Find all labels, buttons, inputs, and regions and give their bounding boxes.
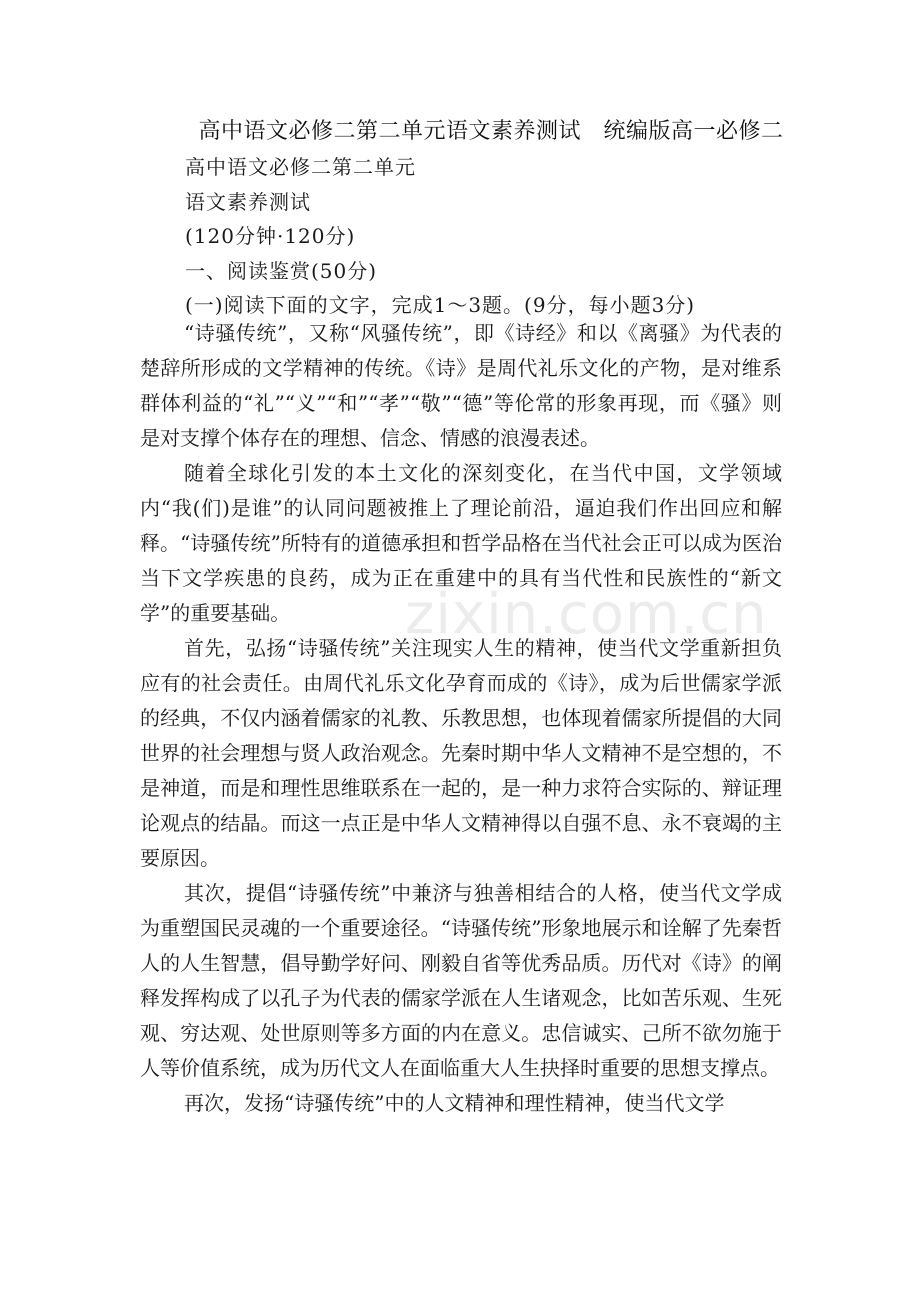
passage-paragraph-1: “诗骚传统”，又称“风骚传统”，即《诗经》和以《离骚》为代表的楚辞所形成的文学精神的传统。《诗》是周代礼乐文化的产物，是对维系群体利益的“礼”“义”“和”“孝”“敬”“德”等伦常的形象再现，而《骚》则是对支撑个体存在的理想、信念、情感的浪漫表述。 [140,321,782,450]
passage-paragraph-5: 再次，发扬“诗骚传统”中的人文精神和理性精神，使当代文学 [184,1091,725,1115]
passage-paragraph-4: 其次，提倡“诗骚传统”中兼济与独善相结合的人格，使当代文学成为重塑国民灵魂的一个重要途径。“诗骚传统”形象地展示和诠解了先秦哲人的人生智慧，倡导勤学好问、刚毅自省等优秀品质。历代对《诗》的阐释发挥构成了以孔子为代表的儒家学派在人生诸观念，比如苦乐观、生死观、穷达观、处世原则等多方面的内在意义。忠信诚实、己所不欲勿施于人等价值系统，成为历代文人在面临重大人生抉择时重要的思想支撑点。 [140,881,782,1080]
passage-paragraph-3: 首先，弘扬“诗骚传统”关注现实人生的精神，使当代文学重新担负应有的社会责任。由周代礼乐文化孕育而成的《诗》，成为后世儒家学派的经典，不仅内涵着儒家的礼教、乐教思想，也体现着儒家所提倡的大同世界的社会理想与贤人政治观念。先秦时期中华人文精神不是空想的，不是神道，而是和理性思维联系在一起的，是一种力求符合实际的、辩证理论观点的结晶。而这一点正是中华人文精神得以自强不息、永不衰竭的主要原因。 [140,636,782,870]
test-heading: 语文素养测试 [185,190,311,214]
passage-paragraph-2: 随着全球化引发的本土文化的深刻变化，在当代中国，文学领域内“我(们)是谁”的认同问题被推上了理论前沿，逼迫我们作出回应和解释。“诗骚传统”所特有的道德承担和哲学品格在当代社会正可以成为医治当下文学疾患的良药，成为正在重建中的具有当代性和民族性的“新文学”的重要基础。 [140,461,782,625]
section-heading: 一、阅读鉴赏(50分) [185,259,378,283]
passage-body [140,316,782,1121]
time-score-line: (120分钟·120分) [185,224,356,248]
unit-heading: 高中语文必修二第二单元 [185,155,416,179]
document-title: 高中语文必修二第二单元语文素养测试 统编版高一必修二 [198,119,784,144]
site-watermark: zixin.com.cn [405,582,768,647]
question-instruction: (一)阅读下面的文字，完成1～3题。(9分，每小题3分) [185,293,696,317]
